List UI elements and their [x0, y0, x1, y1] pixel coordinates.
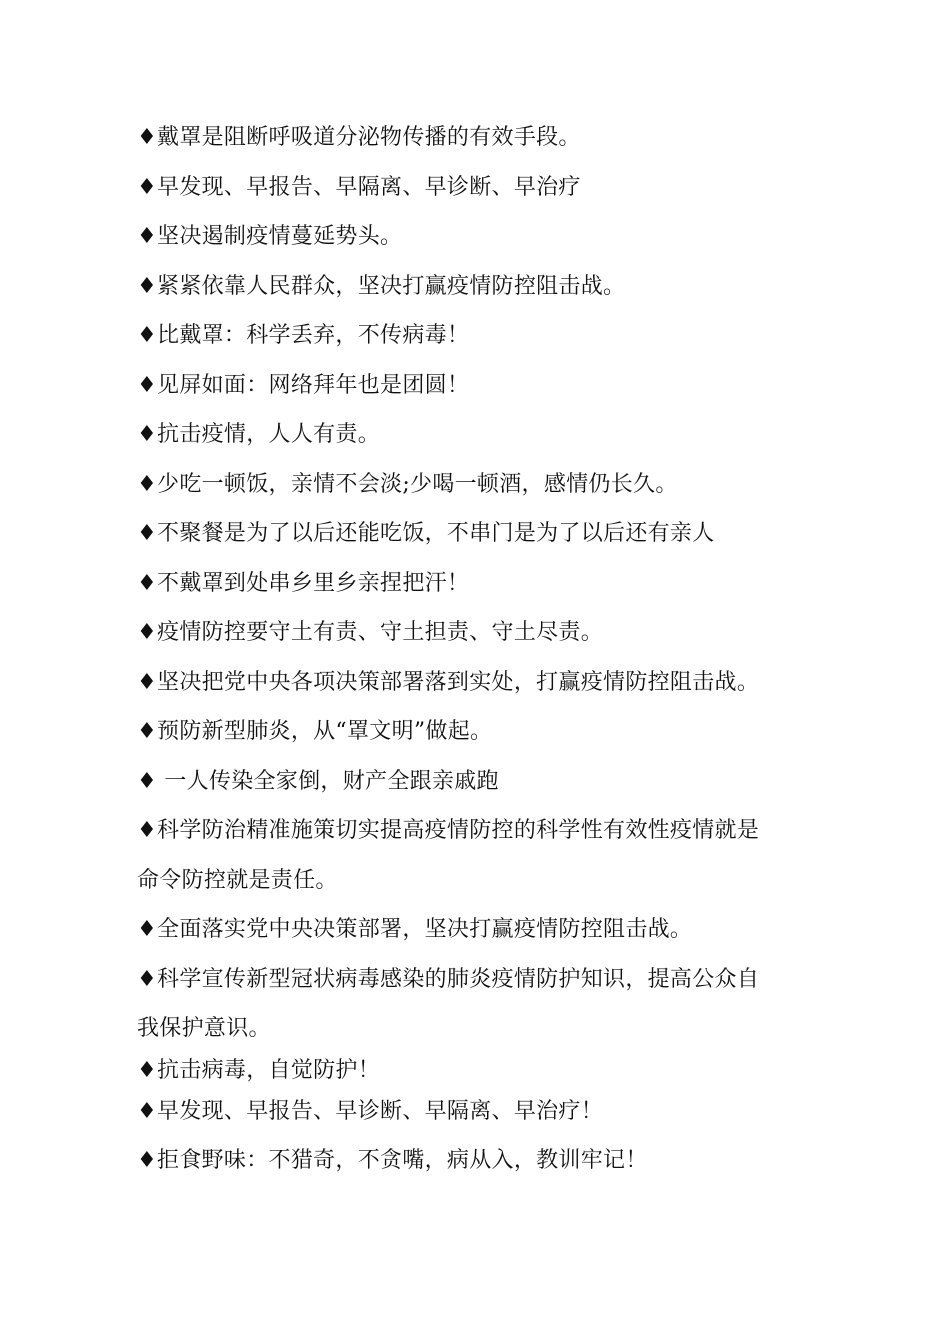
slogan-line: ♦戴罩是阻断呼吸道分泌物传播的有效手段。	[137, 125, 581, 150]
slogan-line: ♦早发现、早报告、早诊断、早隔离、早治疗！	[137, 1098, 604, 1124]
slogan-line: ♦抗击病毒，自觉防护！	[137, 1057, 381, 1083]
slogan-line: ♦见屏如面：网络拜年也是团圆！	[137, 372, 470, 398]
slogan-line: ♦比戴罩：科学丢弃，不传病毒！	[137, 323, 470, 348]
slogan-line: ♦拒食野味：不猎奇，不贪嘴，病从入，教训牢记！	[137, 1148, 648, 1173]
slogan-line: ♦不聚餐是为了以后还能吃饭，不串门是为了以后还有亲人	[137, 521, 715, 546]
slogan-line-continuation: 我保护意识。	[137, 1016, 271, 1041]
slogan-line: ♦全面落实党中央决策部署，坚决打赢疫情防控阻击战。	[137, 917, 693, 942]
slogan-line: ♦科学宣传新型冠状病毒感染的肺炎疫情防护知识，提高公众自	[137, 966, 760, 992]
slogan-line: ♦疫情防控要守土有责、守土担责、守土尽责。	[137, 620, 604, 645]
slogan-list	[137, 113, 817, 1186]
slogan-line: ♦抗击疫情，人人有责。	[137, 422, 381, 447]
slogan-line: ♦紧紧依靠人民群众，坚决打赢疫情防控阻击战。	[137, 273, 626, 299]
slogan-line: ♦预防新型肺炎，从“罩文明”做起。	[137, 719, 493, 744]
slogan-line: ♦不戴罩到处串乡里乡亲捏把汗！	[137, 570, 470, 596]
slogan-line: ♦科学防治精准施策切实提高疫情防控的科学性有效性疫情就是	[137, 818, 760, 843]
slogan-line: ♦坚决遏制疫情蔓延势头。	[137, 224, 403, 249]
slogan-line: ♦少吃一顿饭，亲情不会淡;少喝一顿酒，感情仍长久。	[137, 471, 678, 497]
slogan-line-continuation: 命令防控就是责任。	[137, 867, 338, 893]
slogan-line: ♦早发现、早报告、早隔离、早诊断、早治疗	[137, 174, 581, 200]
slogan-line: ♦坚决把党中央各项决策部署落到实处，打赢疫情防控阻击战。	[137, 669, 760, 695]
slogan-line: ♦ 一人传染全家倒，财产全跟亲戚跑	[137, 768, 499, 794]
